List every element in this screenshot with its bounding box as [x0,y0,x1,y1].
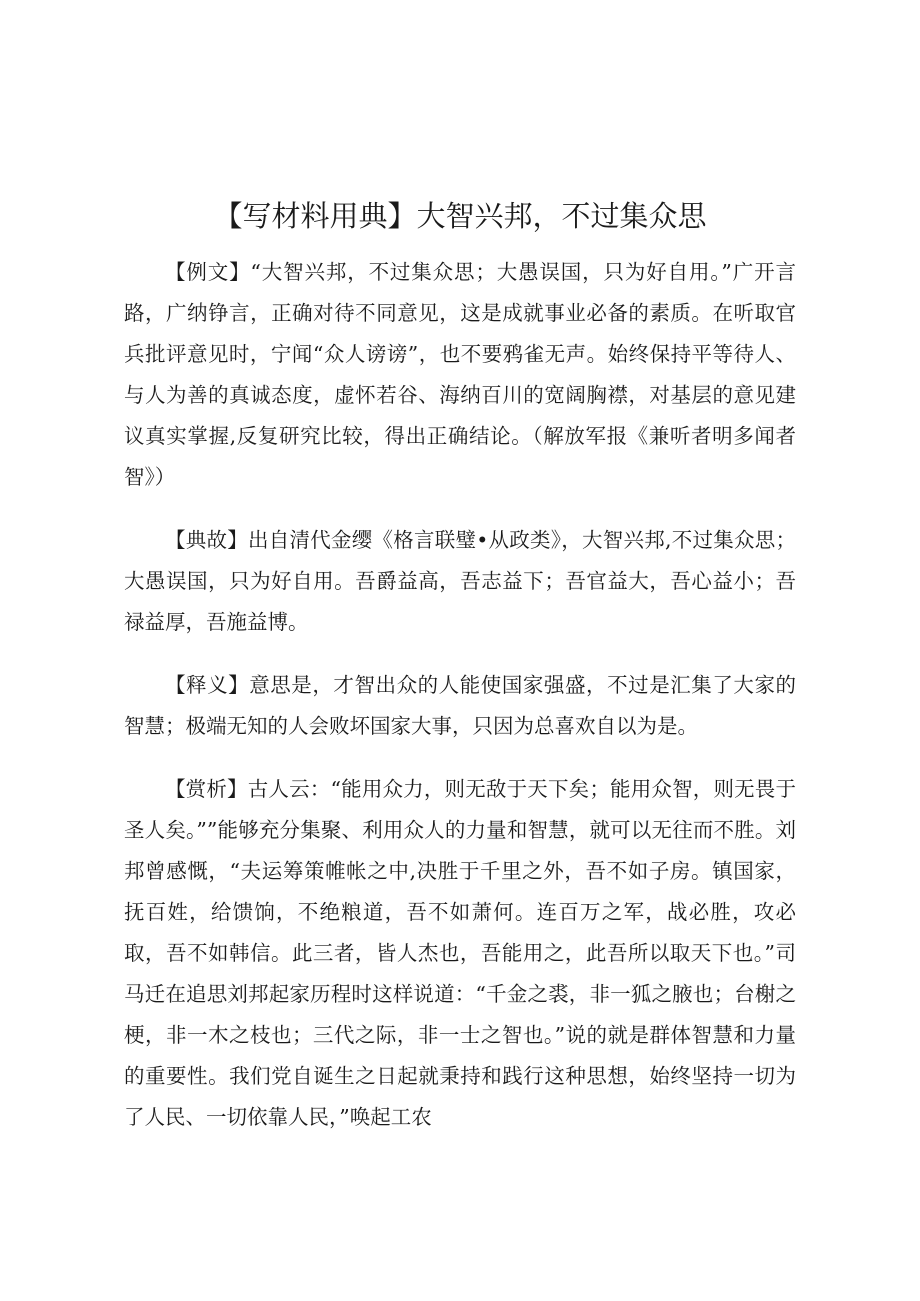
paragraph-meaning: 【释义】意思是，才智出众的人能使国家强盛，不过是汇集了大家的智慧；极端无知的人会败坏国家大事，只因为总喜欢自以为是。 [124,673,796,738]
paragraph-allusion: 【典故】出自清代金缨《格言联璧•从政类》，大智兴邦,不过集众思；大愚误国，只为好自用。吾爵益高，吾志益下；吾官益大，吾心益小；吾禄益厚，吾施益博。 [124,528,796,634]
document-body [124,252,796,1160]
paragraph-appreciation: 【赏析】古人云：“能用众力，则无敌于天下矣；能用众智，则无畏于圣人矣。””能够充分集聚、利用众人的力量和智慧，就可以无往而不胜。刘邦曾感慨，“夫运筹策帷帐之中,决胜于千里之外，吾不如子房。镇国家，抚百姓，给馈饷，不绝粮道，吾不如萧何。连百万之军，战必胜，攻必取，吾不如韩信。此三者，皆人杰也，吾能用之，此吾所以取天下也。”司马迁在追思刘邦起家历程时这样说道：“千金之裘，非一狐之腋也；台榭之梗，非一木之枝也；三代之际，非一士之智也。”说的就是群体智慧和力量的重要性。我们党自诞生之日起就秉持和践行这种思想，始终坚持一切为了人民、一切依靠人民，”唤起工农 [124,777,796,1129]
paragraph-example: 【例文】“大智兴邦，不过集众思；大愚误国，只为好自用。”广开言路，广纳铮言，正确对待不同意见，这是成就事业必备的素质。在听取官兵批评意见时，宁闻“众人谤谤”，也不要鸦雀无声。始终保持平等待人、与人为善的真诚态度，虚怀若谷、海纳百川的宽阔胸襟，对基层的意见建议真实掌握,反复研究比较，得出正确结论。（解放军报《兼听者明多闻者智》） [124,260,796,489]
document-title: 【写材料用典】大智兴邦，不过集众思 [213,199,707,233]
